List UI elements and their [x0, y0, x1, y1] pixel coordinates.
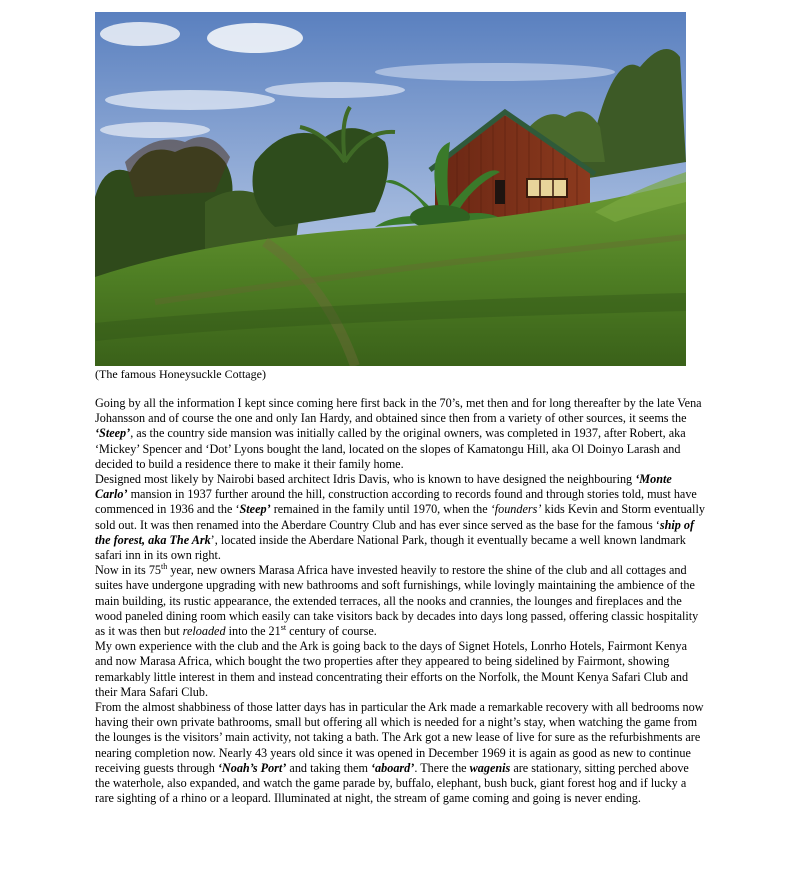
- superscript-text: st: [280, 623, 287, 633]
- emphasis-text: Steep’: [239, 502, 271, 517]
- paragraph-text: century of course.: [286, 624, 377, 639]
- emphasis-text: ‘aboard’: [371, 760, 415, 775]
- body-paragraph: [95, 563, 705, 639]
- paragraph-text: My own experience with the club and the Ark is going back to the days of Signet Hotels, Lonrho Hotels, Fairmont Kenya and now Marasa Africa, which bought the two properties after they appeared to being sidelined by Fairmont, showing remarkably little interest in them and instead concentrating their efforts on the Norfolk, the Mount Kenya Safari Club and their Mara Safari Club.: [95, 639, 689, 699]
- paragraph-text: . There the: [414, 760, 470, 775]
- emphasis-text: reloaded: [182, 624, 226, 639]
- paragraph-text: and taking them: [286, 760, 371, 775]
- emphasis-text: ‘founders’: [490, 502, 542, 517]
- paragraph-text: year, new owners Marasa Africa have invested heavily to restore the shine of the club and all cottages and suites have undergone upgrading with new bathrooms and soft furnishings, while lovingly maintaining the ambience of the main building, its rustic appearance, the extended terraces, all the nooks and crannies, the lounges and fireplaces and the wood paneled dining room which easily can take visitors back by decades into days long passed, offering classic hospitality as it was then but: [95, 563, 699, 639]
- paragraph-text: remained in the family until 1970, when the: [270, 502, 491, 517]
- superscript-text: th: [161, 562, 168, 572]
- emphasis-text: ‘Steep’: [95, 426, 131, 441]
- paragraph-text: Now in its 75: [95, 563, 162, 578]
- article-body: [95, 396, 705, 806]
- paragraph-text: From the almost shabbiness of those latter days has in particular the Ark made a remarkable recovery with all bedrooms now having their own private bathrooms, small but offering all which is needed for a night’s stay, when watching the game from the lounges is the visitors’ main activity, not taking a bath. The Ark got a new lease of live for sure as the refurbishments are nearing completion now. Nearly 43 years old since it was opened in December 1969 it is again as good as new to continue receiving guests through: [95, 700, 704, 775]
- paragraph-text: ’, located inside the Aberdare National Park, though it eventually became a well known landmark safari inn in its own right.: [95, 532, 686, 563]
- emphasis-text: ship of the forest, aka The Ark: [95, 517, 695, 547]
- paragraph-text: mansion in 1937 further around the hill, construction according to records found and through stories told, must have commenced in 1936 and the ‘: [95, 487, 697, 517]
- paragraph-text: are stationary, sitting perched above the waterhole, also expanded, and watch the game parade by, buffalo, elephant, bush buck, giant forest hog and if lucky a rare sighting of a rhino or a leopard. Illuminated at night, the stream of game coming and going is never ending.: [95, 760, 689, 806]
- paragraph-text: kids Kevin and Storm eventually sold out. It was then renamed into the Aberdare Country Club and has ever since served as the base for the famous ‘: [95, 502, 705, 532]
- emphasis-text: wagenis: [469, 760, 511, 775]
- body-paragraph: [95, 700, 705, 806]
- emphasis-text: ‘Monte Carlo’: [95, 472, 672, 502]
- cottage-landscape-image: [95, 12, 686, 366]
- paragraph-text: Designed most likely by Nairobi based architect Idris Davis, who is known to have designed the neighbouring: [95, 472, 636, 487]
- paragraph-text: , as the country side mansion was initially called by the original owners, was completed in 1937, after Robert, aka ‘Mickey’ Spencer and ‘Dot’ Lyons bought the land, located on the slopes of Kamatongu Hill, aka Ol Doinyo Larash and decided to build a residence there to make it their family home.: [95, 426, 686, 471]
- body-paragraph: [95, 639, 705, 700]
- body-paragraph: [95, 396, 705, 472]
- paragraph-text: Going by all the information I kept since coming here first back in the 70’s, met then and for long thereafter by the late Vena Johansson and of course the one and only Ian Hardy, and obtained since then from a variety of other sources, it seems the: [95, 396, 702, 426]
- body-paragraph: [95, 472, 705, 563]
- emphasis-text: ‘Noah’s Port’: [217, 760, 287, 775]
- cottage-photo: [95, 12, 686, 366]
- photo-caption: (The famous Honeysuckle Cottage): [95, 367, 266, 381]
- paragraph-text: into the 21: [225, 624, 281, 639]
